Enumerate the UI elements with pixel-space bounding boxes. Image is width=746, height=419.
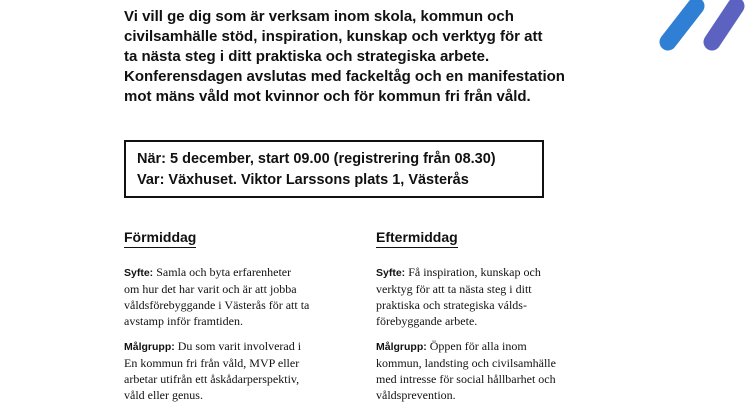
intro-line: ta nästa steg i ditt praktiska och strategiska arbete. [124, 48, 490, 65]
target-text: En kommun fri från våld, MVP eller [124, 356, 300, 370]
target-label: Målgrupp: [376, 341, 427, 353]
decorative-strokes-icon [650, 0, 746, 60]
purpose-text: förebyggande arbete. [376, 314, 478, 328]
afternoon-purpose [376, 264, 586, 329]
purpose-text: Samla och byta erfarenheter [156, 265, 292, 279]
intro-line: Vi vill ge dig som är verksam inom skola, kommun och [124, 8, 514, 25]
target-text: Öppen för alla inom [429, 339, 527, 353]
target-text: arbetar utifrån ett åskådarperspektiv, [124, 372, 300, 386]
event-when: När: 5 december, start 09.00 (registrering från 08.30) [137, 151, 496, 167]
purpose-label: Syfte: [376, 267, 406, 279]
target-label: Målgrupp: [124, 341, 175, 353]
purpose-label: Syfte: [124, 267, 154, 279]
target-text: med intresse för social hållbarhet och [376, 372, 556, 386]
afternoon-column [376, 228, 586, 403]
purpose-text: om hur det har varit och är att jobba [124, 282, 297, 296]
target-text: våldsprevention. [376, 388, 456, 402]
purpose-text: avstamp inför framtiden. [124, 314, 243, 328]
intro-line: mot mäns våld mot kvinnor och för kommun fri från våld. [124, 88, 531, 105]
blue-stroke [668, 6, 696, 42]
target-text: Du som varit involverad i [177, 339, 302, 353]
morning-purpose [124, 264, 334, 329]
afternoon-title: Eftermiddag [376, 228, 458, 248]
purpose-text: våldsförebyggande i Västerås för att ta [124, 298, 310, 312]
event-info-box [124, 140, 544, 198]
purpose-text: Få inspiration, kunskap och [408, 265, 541, 279]
purpose-text: verktyg för att ta nästa steg i ditt [376, 282, 532, 296]
purple-stroke [712, 6, 736, 42]
intro-paragraph [124, 7, 594, 107]
purpose-text: praktiska och strategiska válds- [376, 298, 527, 312]
afternoon-target-group [376, 338, 586, 403]
event-where: Var: Växhuset. Viktor Larssons plats 1, Västerås [137, 172, 469, 188]
intro-line: civilsamhälle stöd, inspiration, kunskap och verktyg för att [124, 28, 543, 45]
morning-column [124, 228, 334, 403]
morning-target-group [124, 338, 334, 403]
target-text: våld eller genus. [124, 388, 203, 402]
target-text: kommun, landsting och civilsamhälle [376, 356, 556, 370]
intro-line: Konferensdagen avslutas med fackeltåg och en manifestation [124, 68, 565, 85]
morning-title: Förmiddag [124, 228, 196, 248]
